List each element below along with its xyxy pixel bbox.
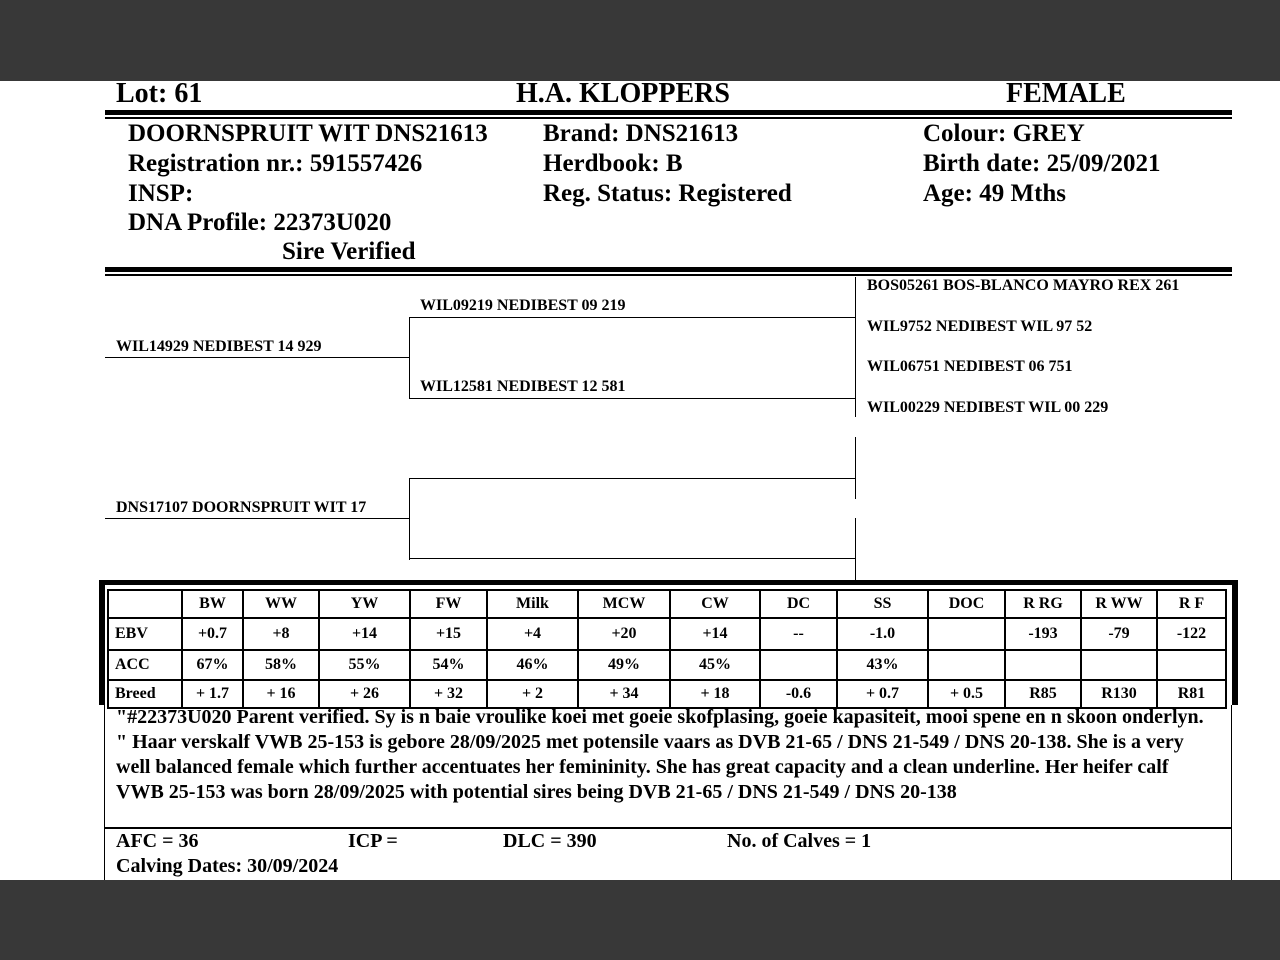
ebv-cell: R130 <box>1081 680 1157 708</box>
ebv-cell: -79 <box>1081 618 1157 650</box>
ebv-cell <box>928 650 1005 680</box>
herdbook: Herdbook: B <box>543 150 683 177</box>
ebv-cell <box>1081 650 1157 680</box>
ebv-cell: WW <box>243 590 319 618</box>
ebv-cell: YW <box>319 590 410 618</box>
ebv-cell: + 16 <box>243 680 319 708</box>
pedigree-gg-2: WIL9752 NEDIBEST WIL 97 52 <box>867 318 1093 335</box>
ebv-cell: MCW <box>578 590 670 618</box>
ebv-cell <box>760 650 837 680</box>
ebv-cell: + 32 <box>410 680 487 708</box>
ebv-cell: BW <box>182 590 243 618</box>
ebv-cell: + 0.7 <box>837 680 928 708</box>
ebv-cell: CW <box>670 590 760 618</box>
pedigree-sire: WIL14929 NEDIBEST 14 929 <box>116 338 322 355</box>
ebv-cell: 54% <box>410 650 487 680</box>
ebv-cell: +8 <box>243 618 319 650</box>
ebv-cell: +20 <box>578 618 670 650</box>
ebv-cell: 58% <box>243 650 319 680</box>
ebv-cell: -193 <box>1005 618 1081 650</box>
pedigree-gg-3: WIL06751 NEDIBEST 06 751 <box>867 358 1073 375</box>
ebv-cell <box>1157 650 1226 680</box>
ebv-cell: Breed <box>108 680 182 708</box>
ebv-cell: +0.7 <box>182 618 243 650</box>
ebv-cell: DC <box>760 590 837 618</box>
ebv-cell: + 0.5 <box>928 680 1005 708</box>
comment-border-right <box>1231 705 1232 880</box>
stat-icp: ICP = <box>348 830 398 852</box>
ebv-cell: 46% <box>487 650 578 680</box>
comment-divider <box>104 827 1232 829</box>
pedigree-sire-dam: WIL12581 NEDIBEST 12 581 <box>420 378 626 395</box>
ebv-cell: +4 <box>487 618 578 650</box>
ebv-cell: + 18 <box>670 680 760 708</box>
brand: Brand: DNS21613 <box>543 120 739 147</box>
ebv-cell: + 26 <box>319 680 410 708</box>
ebv-cell <box>928 618 1005 650</box>
ebv-cell: -- <box>760 618 837 650</box>
animal-name: DOORNSPRUIT WIT DNS21613 <box>128 120 488 147</box>
ebv-cell: R81 <box>1157 680 1226 708</box>
ebv-cell: SS <box>837 590 928 618</box>
ebv-table <box>107 589 1227 709</box>
lot-page <box>0 81 1280 880</box>
header-rule-thin <box>105 117 1232 119</box>
insp: INSP: <box>128 180 194 207</box>
colour: Colour: GREY <box>923 120 1085 147</box>
ebv-header-row <box>108 590 1226 618</box>
reg-status: Reg. Status: Registered <box>543 180 792 207</box>
ebv-cell: -0.6 <box>760 680 837 708</box>
ebv-cell <box>1005 650 1081 680</box>
calving-dates: Calving Dates: 30/09/2024 <box>116 855 339 877</box>
ebv-row-acc <box>108 650 1226 680</box>
lot-number: Lot: 61 <box>116 81 203 109</box>
birth-date: Birth date: 25/09/2021 <box>923 150 1161 177</box>
viewer-top-bar <box>0 0 1280 81</box>
ebv-cell: 49% <box>578 650 670 680</box>
stat-dlc: DLC = 390 <box>503 830 597 852</box>
sex-label: FEMALE <box>1006 81 1126 109</box>
ebv-cell: R85 <box>1005 680 1081 708</box>
ebv-cell: +14 <box>319 618 410 650</box>
pedigree-sire-sire: WIL09219 NEDIBEST 09 219 <box>420 297 626 314</box>
ebv-cell: 45% <box>670 650 760 680</box>
viewer-bottom-bar <box>0 880 1280 960</box>
ebv-cell: Milk <box>487 590 578 618</box>
ebv-frame-right <box>1232 580 1238 705</box>
comment-border-left <box>104 705 105 880</box>
ebv-cell: FW <box>410 590 487 618</box>
ebv-cell: ACC <box>108 650 182 680</box>
stat-afc: AFC = 36 <box>116 830 199 852</box>
ebv-cell: +14 <box>670 618 760 650</box>
ebv-frame-top <box>99 580 1238 585</box>
sire-verified: Sire Verified <box>282 238 416 265</box>
header-rule <box>105 110 1232 115</box>
pedigree-gg-4: WIL00229 NEDIBEST WIL 00 229 <box>867 399 1109 416</box>
ebv-cell: -122 <box>1157 618 1226 650</box>
ebv-cell: R RG <box>1005 590 1081 618</box>
stat-calves: No. of Calves = 1 <box>727 830 872 852</box>
ebv-cell: DOC <box>928 590 1005 618</box>
info-rule-thin <box>105 274 1232 276</box>
ebv-cell: -1.0 <box>837 618 928 650</box>
ebv-cell: 55% <box>319 650 410 680</box>
pedigree-gg-1: BOS05261 BOS-BLANCO MAYRO REX 261 <box>867 277 1180 294</box>
age: Age: 49 Mths <box>923 180 1067 207</box>
ebv-frame-left <box>99 580 105 705</box>
ebv-cell <box>108 590 182 618</box>
info-rule <box>105 267 1232 272</box>
ebv-cell: R WW <box>1081 590 1157 618</box>
registration-nr: Registration nr.: 591557426 <box>128 150 423 177</box>
ebv-cell: 43% <box>837 650 928 680</box>
ebv-cell: R F <box>1157 590 1226 618</box>
comment-text: "#22373U020 Parent verified. Sy is n baie vroulike koei met goeie skofplasing, goeie kapasiteit, mooi spene en n skoon onderlyn. " Haar verskalf VWB 25-153 is gebore 28/09/2025 met potensile vaars as DVB 21-65 / DNS 21-549 / DNS 20-138. She is a very well balanced female which further accentuates her femininity. She has great capacity and a clean underline. Her heifer calf VWB 25-153 was born 28/09/2025 with potential sires being DVB 21-65 / DNS 21-549 / DNS 20-138 <box>116 706 1204 803</box>
owner-name: H.A. KLOPPERS <box>516 81 730 109</box>
ebv-cell: +15 <box>410 618 487 650</box>
ebv-cell: EBV <box>108 618 182 650</box>
ebv-row-ebv <box>108 618 1226 650</box>
ebv-cell: + 2 <box>487 680 578 708</box>
ebv-cell: + 34 <box>578 680 670 708</box>
ebv-row-breed <box>108 680 1226 708</box>
dna-profile: DNA Profile: 22373U020 <box>128 209 392 236</box>
ebv-cell: + 1.7 <box>182 680 243 708</box>
pedigree-dam: DNS17107 DOORNSPRUIT WIT 17 <box>116 499 367 516</box>
ebv-cell: 67% <box>182 650 243 680</box>
